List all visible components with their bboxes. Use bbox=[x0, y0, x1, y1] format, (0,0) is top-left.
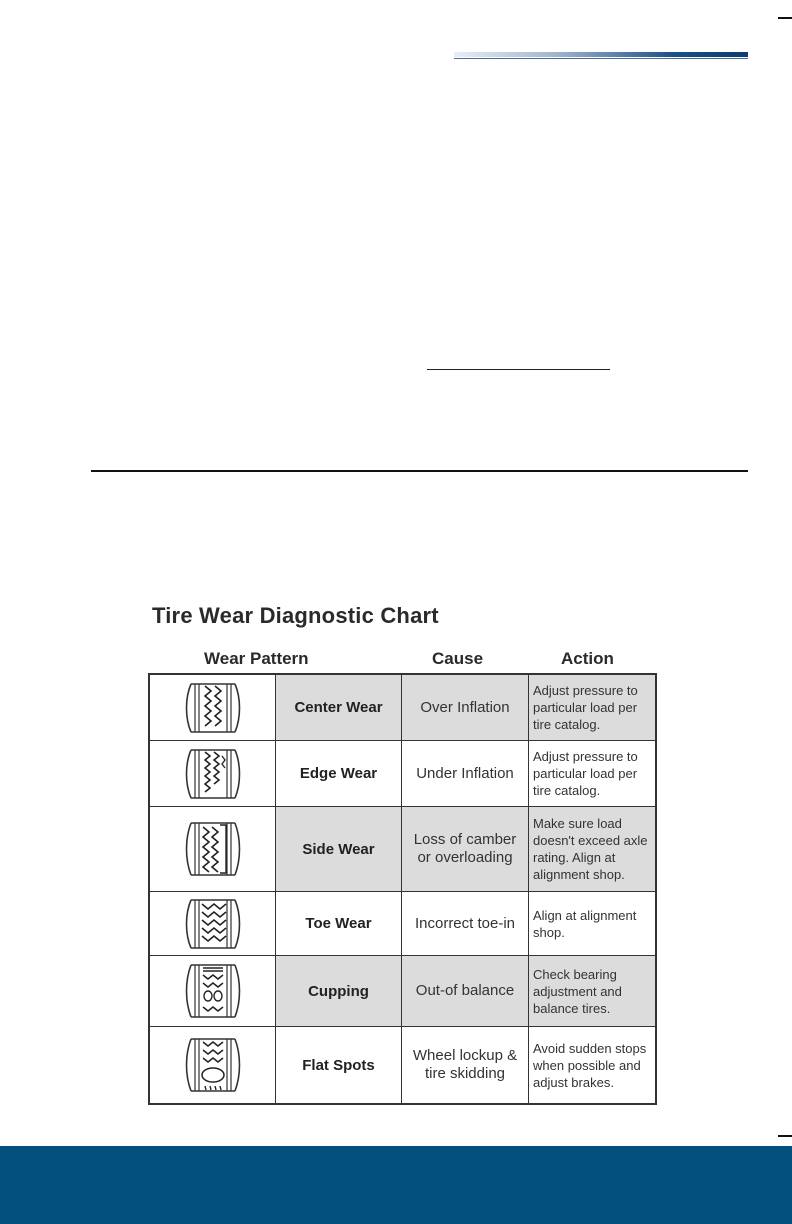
wear-name: Flat Spots bbox=[276, 1027, 402, 1103]
wear-action: Adjust pressure to particular load per tire catalog. bbox=[529, 675, 655, 740]
center-wear-tire-icon bbox=[183, 680, 243, 736]
footer-band bbox=[0, 1146, 792, 1224]
chart-title: Tire Wear Diagnostic Chart bbox=[152, 603, 439, 628]
edge-wear-tire-icon bbox=[183, 746, 243, 802]
underline-rule bbox=[427, 369, 610, 370]
header-wear-pattern: Wear Pattern bbox=[204, 649, 309, 668]
wear-cause: Incorrect toe-in bbox=[402, 892, 529, 955]
header-underline bbox=[454, 58, 748, 59]
header-action: Action bbox=[561, 649, 614, 668]
table-row-flat-spots bbox=[150, 1026, 655, 1103]
cupping-tire-icon bbox=[183, 961, 243, 1021]
toe-wear-tire-icon bbox=[183, 896, 243, 952]
crop-mark-bottom bbox=[778, 1135, 792, 1137]
wear-action: Adjust pressure to particular load per tire catalog. bbox=[533, 749, 638, 798]
table-row-edge-wear bbox=[150, 740, 655, 806]
wear-name: Center Wear bbox=[276, 675, 402, 740]
header-cause: Cause bbox=[432, 649, 484, 668]
wear-action: Avoid sudden stops when possible and adjust brakes. bbox=[533, 1040, 647, 1090]
wear-action: Align at alignment shop. bbox=[533, 907, 637, 940]
table-row-side-wear bbox=[150, 806, 655, 891]
wear-cause: Under Inflation bbox=[402, 741, 529, 806]
wear-cause: Loss of camber or overloading bbox=[402, 807, 529, 891]
wear-name: Toe Wear bbox=[276, 892, 402, 955]
side-wear-tire-icon bbox=[183, 819, 243, 879]
wear-action: Check bearing adjustment and balance tires. bbox=[529, 956, 655, 1026]
wear-cause: Out-of balance bbox=[402, 956, 529, 1026]
table-row-center-wear bbox=[150, 675, 655, 740]
wear-cause: Over Inflation bbox=[402, 675, 529, 740]
wear-name: Cupping bbox=[276, 956, 402, 1026]
tire-wear-table bbox=[148, 673, 657, 1105]
section-divider bbox=[91, 470, 748, 472]
header-accent-bar bbox=[454, 52, 748, 57]
wear-name: Edge Wear bbox=[276, 741, 402, 806]
table-row-toe-wear bbox=[150, 891, 655, 955]
wear-cause: Wheel lockup & tire skidding bbox=[402, 1027, 529, 1103]
flat-spots-tire-icon bbox=[183, 1035, 243, 1095]
table-row-cupping bbox=[150, 955, 655, 1026]
wear-action: Make sure load doesn't exceed axle rating. Align at alignment shop. bbox=[529, 807, 655, 891]
crop-mark-top bbox=[778, 17, 792, 19]
wear-name: Side Wear bbox=[276, 807, 402, 891]
